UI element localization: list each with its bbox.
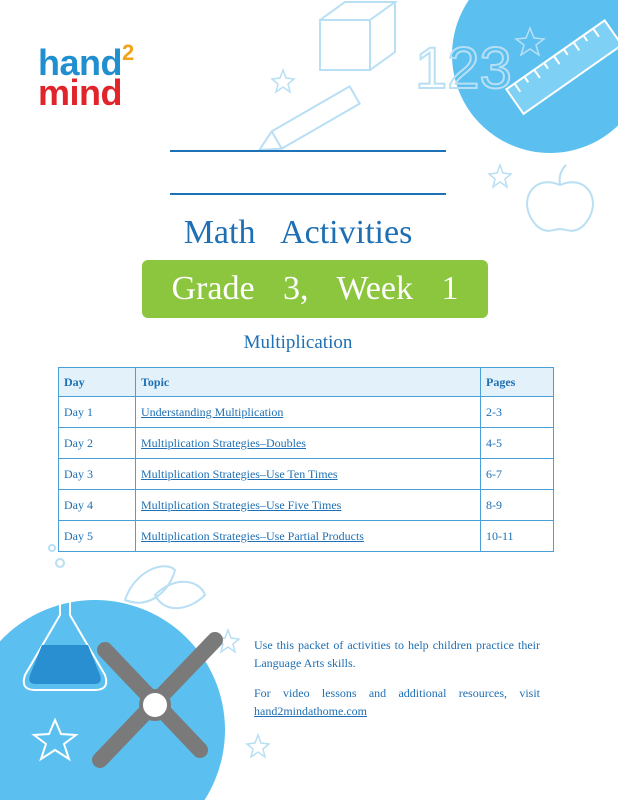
header-day: Day bbox=[59, 368, 136, 397]
page-title: Math Activities bbox=[183, 214, 413, 251]
row-pages: 2-3 bbox=[481, 397, 554, 428]
header-topic: Topic bbox=[136, 368, 481, 397]
info-paragraph-2 bbox=[254, 684, 540, 720]
row-topic: Multiplication Strategies–Use Partial Products bbox=[136, 521, 481, 552]
logo-mind: mind bbox=[38, 72, 122, 113]
row-day: Day 2 bbox=[59, 428, 136, 459]
table-row bbox=[59, 490, 554, 521]
row-day: Day 1 bbox=[59, 397, 136, 428]
table-header-row bbox=[59, 368, 554, 397]
brand-logo bbox=[38, 40, 134, 113]
leaves-icon bbox=[125, 566, 205, 608]
cube-icon bbox=[320, 2, 395, 70]
info-prefix: For video lessons and additional resources, visit bbox=[254, 686, 540, 700]
info-block bbox=[254, 636, 540, 732]
row-pages: 6-7 bbox=[481, 459, 554, 490]
pencil-icon bbox=[254, 86, 359, 158]
logo-digit: 2 bbox=[122, 40, 134, 65]
flask-liquid bbox=[29, 645, 101, 684]
row-topic: Multiplication Strategies–Use Ten Times bbox=[136, 459, 481, 490]
row-day: Day 4 bbox=[59, 490, 136, 521]
table-row bbox=[59, 459, 554, 490]
table-row bbox=[59, 428, 554, 459]
row-pages: 4-5 bbox=[481, 428, 554, 459]
row-topic: Multiplication Strategies–Doubles bbox=[136, 428, 481, 459]
row-topic: Understanding Multiplication bbox=[136, 397, 481, 428]
logo-hand: hand bbox=[38, 42, 122, 83]
row-pages: 8-9 bbox=[481, 490, 554, 521]
table-row bbox=[59, 521, 554, 552]
website-link[interactable]: hand2mindathome.com bbox=[254, 704, 367, 718]
grade-banner: Grade 3, Week 1 bbox=[142, 260, 488, 318]
atom-center bbox=[141, 691, 169, 719]
bottom-left-circle bbox=[0, 600, 225, 800]
name-line-2 bbox=[170, 193, 446, 195]
name-line-1 bbox=[170, 150, 446, 152]
header-pages: Pages bbox=[481, 368, 554, 397]
row-pages: 10-11 bbox=[481, 521, 554, 552]
row-topic: Multiplication Strategies–Use Five Times bbox=[136, 490, 481, 521]
subject-title: Multiplication bbox=[243, 332, 353, 353]
activities-table bbox=[58, 367, 554, 552]
row-day: Day 3 bbox=[59, 459, 136, 490]
info-paragraph-1: Use this packet of activities to help children practice their Language Arts skills. bbox=[254, 638, 540, 670]
row-day: Day 5 bbox=[59, 521, 136, 552]
numbers-decor: 123 bbox=[415, 36, 512, 101]
table-row bbox=[59, 397, 554, 428]
